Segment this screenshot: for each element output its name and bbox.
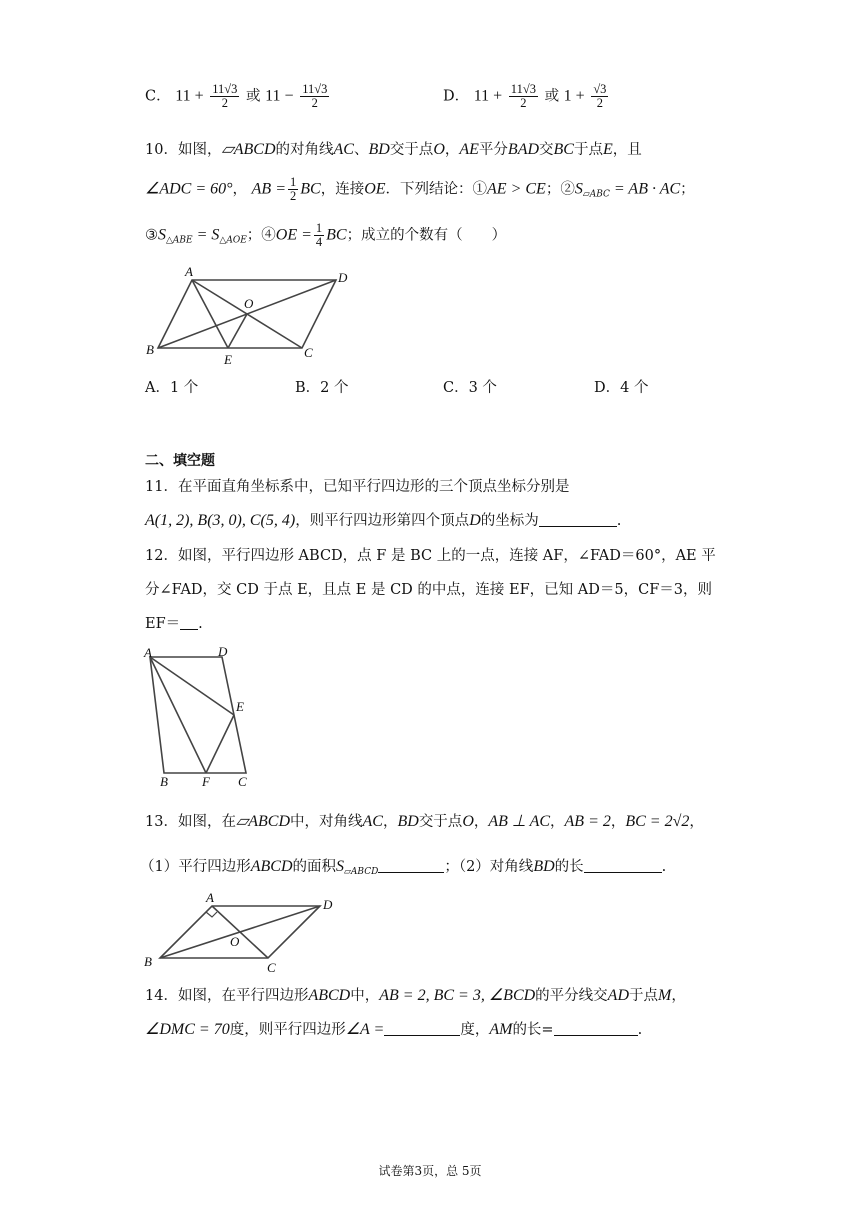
fraction [591, 83, 608, 110]
text: 的长 [554, 859, 584, 875]
text: ；（2）对角线 [444, 859, 534, 875]
diagonal-bd [160, 906, 320, 958]
q13-figure [140, 890, 340, 978]
math: M [658, 987, 672, 1004]
numerator: 1 [290, 175, 297, 189]
numerator: 11√3 [302, 82, 328, 96]
label-c: C [238, 774, 247, 789]
text: ，则平行四边形第四个顶点 [295, 513, 470, 529]
text: 中， [350, 988, 380, 1004]
option-label: D． [443, 88, 470, 105]
q10-line-3 [145, 222, 506, 251]
text: . [661, 859, 667, 875]
q12-line-1: 12．如图，平行四边形 ABCD，点 F 是 BC 上的一点，连接 AF，∠FAD＝60°，AE 平 [145, 548, 716, 564]
text: 度，则平行四边形 [229, 1022, 346, 1038]
q14-line-1 [145, 986, 686, 1006]
expr-part: 11 − [265, 87, 294, 105]
text: ，且 [612, 142, 642, 158]
q10-option-a: A．1 个 [145, 380, 199, 396]
answer-blank-am[interactable] [554, 1035, 638, 1036]
math: OE = [275, 226, 312, 244]
text: ， [610, 814, 626, 830]
math: D [469, 512, 481, 529]
label-a: A [144, 645, 152, 660]
math: AB ⊥ AC [488, 813, 551, 830]
text: 交 [539, 142, 554, 158]
text: . [198, 616, 203, 632]
label-d: D [338, 270, 348, 285]
or-text: 或 [246, 88, 261, 105]
denominator: 4 [315, 235, 323, 249]
label-d: D [323, 897, 333, 912]
math: OE [364, 180, 386, 198]
q10-figure [140, 262, 360, 372]
text: 的平分线交 [535, 988, 608, 1004]
label-e: E [224, 352, 232, 367]
text: ， [671, 988, 686, 1004]
answer-blank[interactable] [539, 526, 617, 527]
text: . [637, 1022, 643, 1038]
math: S [211, 226, 220, 244]
answer-blank-bd[interactable] [584, 872, 662, 873]
segment-ef [206, 715, 234, 773]
label-o: O [230, 934, 240, 949]
text: ；④ [246, 227, 276, 244]
fraction [288, 176, 298, 203]
subscript: △AOE [219, 235, 247, 246]
expr-part: 1 + [563, 87, 585, 105]
expr-part: 11 + [473, 87, 503, 105]
label-a: A [185, 264, 193, 279]
text: 中，对角线 [290, 814, 363, 830]
math: ▱ABCD [235, 813, 291, 830]
text: 的面积 [292, 859, 337, 875]
q12-figure [140, 645, 260, 790]
numerator: 11√3 [212, 82, 238, 96]
text: （1）平行四边形 [140, 859, 251, 875]
label-c: C [267, 960, 276, 975]
option-label: C． [145, 88, 171, 105]
q11-line-1: 11．在平面直角坐标系中，已知平行四边形的三个顶点坐标分别是 [145, 479, 570, 495]
q14-line-2 [145, 1020, 642, 1040]
label-c: C [304, 345, 313, 360]
fraction [300, 83, 329, 110]
q10-line-2: ∠ADC = 60°， AB = $\frac{1}{2}$ BC，连接OE．下列结论：①AE > CE；$②S_{▱ABC}$ = AB · AC； [145, 175, 695, 203]
numerator: √3 [593, 82, 607, 96]
math: BC [326, 226, 347, 244]
math: AB = [251, 180, 286, 198]
denominator: 2 [520, 96, 527, 110]
q12-line-3 [145, 614, 203, 634]
text: 14．如图，在平行四边形 [145, 988, 309, 1004]
text: ．下列结论：① [385, 181, 488, 198]
q12-line-2: 分∠FAD，交 CD 于点 E，且点 E 是 CD 的中点，连接 EF，已知 AD＝5，CF＝3，则 [145, 582, 712, 598]
text: 的坐标为 [480, 513, 539, 529]
segment-ae [150, 657, 234, 715]
math: AC [333, 141, 354, 158]
math: ∠DMC = 70 [145, 1021, 230, 1038]
q10-option-b: B．2 个 [295, 380, 349, 396]
q13-line-1 [145, 812, 704, 832]
label-d: D [218, 645, 228, 659]
q13-line-2 [140, 857, 666, 882]
answer-blank-area[interactable] [378, 872, 444, 873]
math: ABCD [250, 858, 293, 875]
math: = AB · AC [609, 180, 681, 198]
text: ， [473, 814, 489, 830]
section-heading: 二、填空题 [145, 453, 215, 469]
subscript: ▱ABC [582, 189, 610, 200]
math: AB = 2, BC = 3, ∠BCD [379, 987, 536, 1004]
denominator: 2 [311, 96, 318, 110]
text: ； [680, 181, 695, 198]
denominator: 2 [290, 189, 297, 203]
text: ， [444, 142, 460, 158]
math: BD [533, 858, 555, 875]
segment-af [150, 657, 206, 773]
segment-oe [228, 314, 247, 348]
text: ， [550, 814, 565, 830]
math: ABCD [308, 987, 351, 1004]
math: ∠ADC = 60° [145, 180, 233, 198]
text: 10．如图， [145, 142, 222, 158]
subscript: ▱ABCD [344, 867, 379, 877]
q10-option-c: C．3 个 [443, 380, 497, 396]
text: 于点 [573, 142, 603, 158]
text: 交于点 [389, 142, 434, 158]
math: S [158, 226, 166, 244]
numerator: 1 [315, 221, 323, 235]
math: AE > CE [487, 180, 546, 198]
page-footer: 试卷第3页，总 5页 [378, 1164, 482, 1178]
text: 于点 [629, 988, 658, 1004]
label-b: B [146, 342, 154, 357]
text: ；成立的个数有（ ） [346, 227, 507, 244]
math: A(1, 2), B(3, 0), C(5, 4) [145, 512, 296, 529]
math: S [336, 858, 345, 875]
math: AB = 2 [564, 813, 611, 830]
math: ▱ABCD [221, 141, 276, 158]
label-f: F [202, 774, 210, 789]
text: 、 [353, 142, 369, 158]
math: AM [489, 1021, 513, 1038]
denominator: 2 [596, 96, 603, 110]
text: 的长= [512, 1022, 554, 1038]
text: ③ [145, 227, 158, 244]
text: 度， [460, 1022, 490, 1038]
text: . [616, 513, 622, 529]
q10-option-d: D．4 个 [594, 380, 649, 396]
math: ∠A = [345, 1021, 385, 1038]
expr-part: 11 + [175, 87, 204, 105]
right-angle-mark [206, 912, 217, 917]
text: ；② [545, 181, 575, 198]
q10-line-1 [145, 140, 642, 160]
fraction [314, 222, 324, 249]
text: ， [689, 814, 704, 830]
numerator: 11√3 [510, 82, 536, 96]
text: 平分 [478, 142, 508, 158]
math: BD [368, 141, 390, 158]
subscript: △ABE [166, 235, 193, 246]
math: BD [397, 813, 419, 830]
text: 13．如图，在 [145, 814, 236, 830]
label-b: B [160, 774, 168, 789]
label-e: E [236, 699, 244, 714]
text: ，连接 [320, 181, 365, 198]
q9-option-d [443, 83, 610, 110]
answer-blank-angle[interactable] [384, 1035, 460, 1036]
text: 的对角线 [275, 142, 334, 158]
q9-option-c [145, 83, 331, 110]
fraction [210, 83, 239, 110]
math: BC [553, 141, 574, 158]
math: BC = 2√2 [625, 813, 690, 830]
denominator: 2 [221, 96, 228, 110]
answer-blank[interactable] [180, 629, 198, 630]
math: O [462, 813, 474, 830]
text: ， [382, 814, 398, 830]
label-o: O [244, 296, 254, 311]
fraction [509, 83, 538, 110]
math: E [602, 141, 613, 158]
math: AD [607, 987, 629, 1004]
math: = [192, 226, 212, 244]
label-b: B [144, 954, 152, 969]
label-a: A [206, 890, 214, 905]
math: BC [300, 180, 321, 198]
math: S [574, 180, 583, 198]
text: 交于点 [418, 814, 463, 830]
math: AC [362, 813, 383, 830]
math: BAD [507, 141, 540, 158]
math: O [433, 141, 445, 158]
q11-line-2 [145, 511, 621, 531]
or-text: 或 [544, 88, 560, 105]
text: EF＝ [145, 616, 181, 632]
math: AE [459, 141, 479, 158]
